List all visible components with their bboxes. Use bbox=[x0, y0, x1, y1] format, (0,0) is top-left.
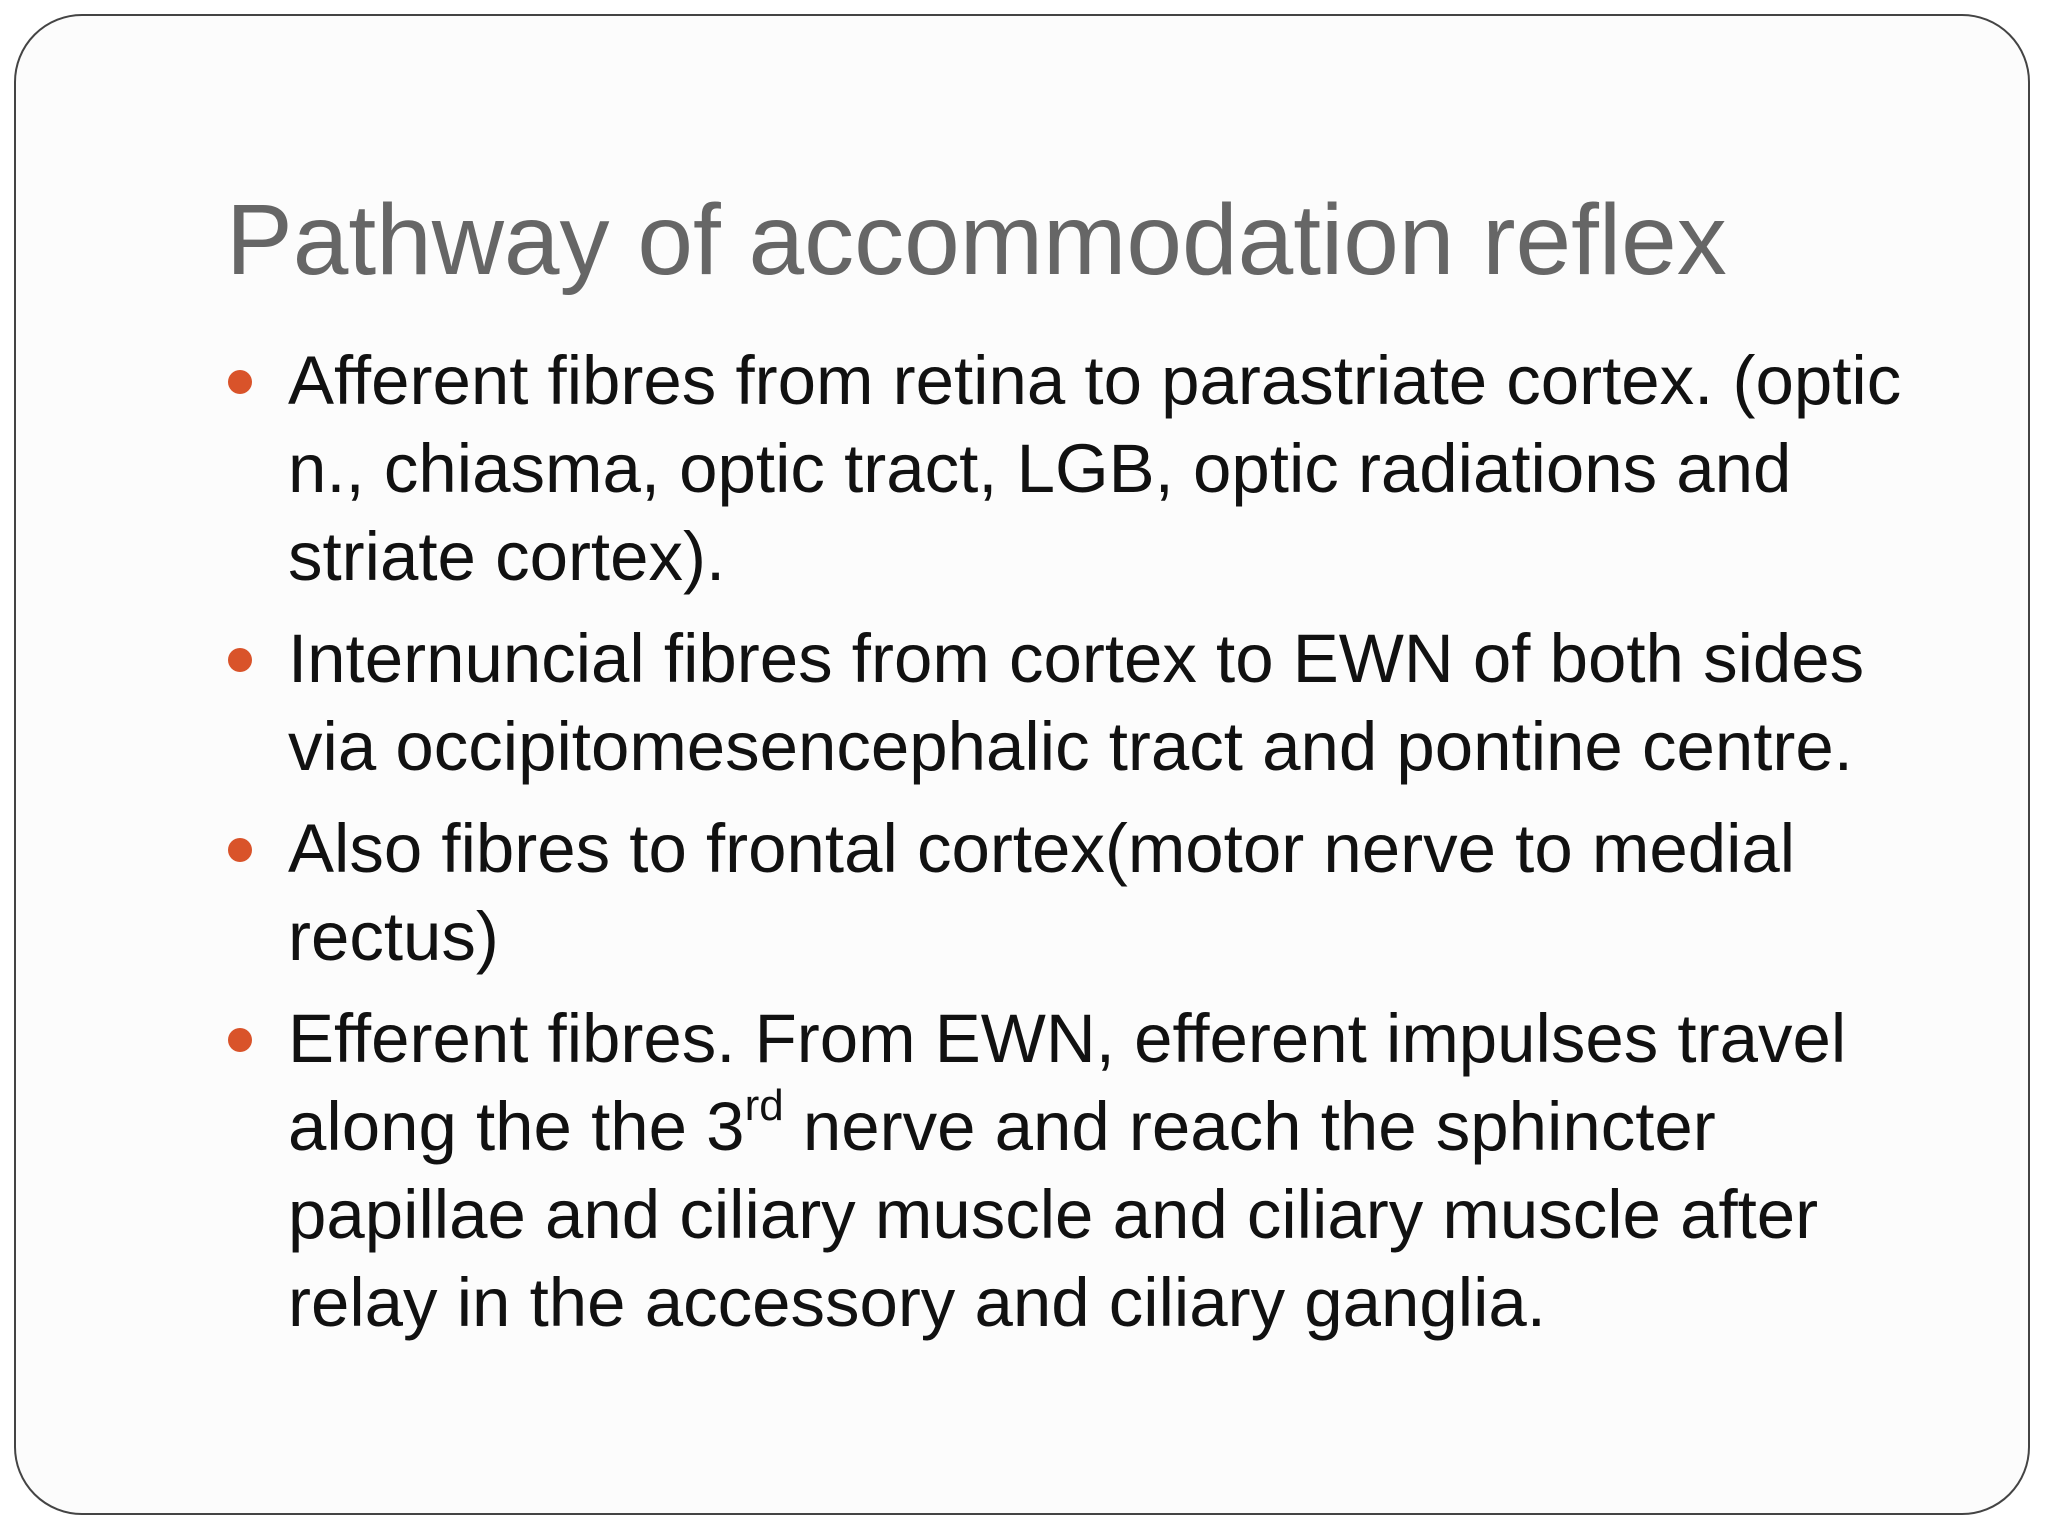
bullet-item-efferent bbox=[226, 995, 1946, 1347]
bullet-text: Internuncial fibres from cortex to EWN of both sides via occipitomesencephalic tract and pontine centre. bbox=[288, 620, 1865, 785]
bullet-text-part: Efferent fibres. From EWN, efferent impulses travel along the the 3 bbox=[288, 1000, 1847, 1165]
slide-title: Pathway of accommodation reflex bbox=[226, 184, 1727, 296]
bullet-text: Afferent fibres from retina to parastriate cortex. (optic n., chiasma, optic tract, LGB, optic radiations and striate cortex). bbox=[288, 342, 1902, 595]
bullet-item-frontal-cortex bbox=[226, 805, 1946, 981]
bullet-dot-icon bbox=[228, 370, 252, 394]
bullet-dot-icon bbox=[228, 1028, 252, 1052]
bullet-dot-icon bbox=[228, 648, 252, 672]
bullet-text-part: nerve and reach the sphincter papillae and ciliary muscle and ciliary muscle after relay in the accessory and ciliary ganglia. bbox=[288, 1088, 1819, 1341]
bullet-text bbox=[288, 1000, 1846, 1341]
bullet-item-afferent bbox=[226, 337, 1946, 601]
ordinal-superscript: rd bbox=[744, 1081, 784, 1130]
bullet-item-internuncial bbox=[226, 615, 1946, 791]
bullet-text: Also fibres to frontal cortex(motor nerve to medial rectus) bbox=[288, 810, 1796, 975]
bullet-list bbox=[226, 337, 1946, 1361]
bullet-dot-icon bbox=[228, 838, 252, 862]
